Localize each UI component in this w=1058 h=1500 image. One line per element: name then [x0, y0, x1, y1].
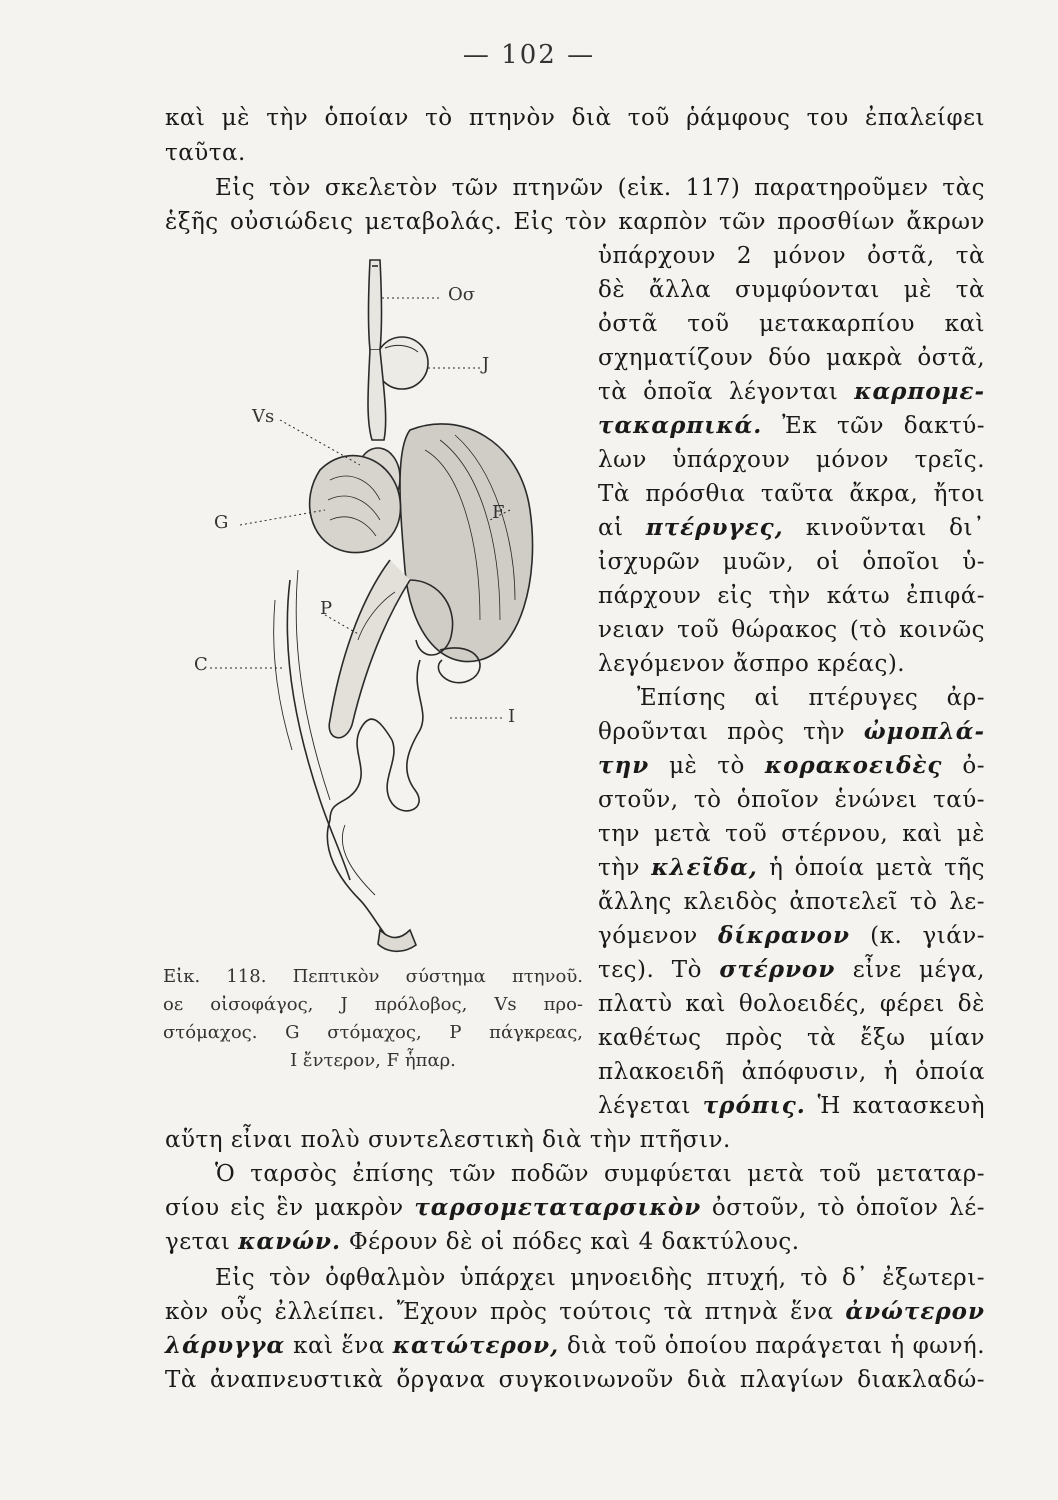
text-segment: (κ. γιάν-: [870, 923, 986, 949]
text-line: [598, 513, 985, 543]
text-line: [598, 717, 985, 747]
term-katoteron: κατώτερον,: [392, 1332, 560, 1359]
page-number: — 102 —: [462, 40, 596, 70]
text-line: ὀστᾶ τοῦ μετακαρπίου καὶ: [598, 311, 985, 337]
text-line: Εἰς τὸν σκελετὸν τῶν πτηνῶν (εἰκ. 117) παρατηροῦμεν τὰς: [215, 175, 985, 201]
text-segment: εἶνε μέγα,: [852, 957, 985, 983]
text-line: [598, 853, 985, 883]
term-pteryges: πτέρυγες,: [645, 514, 784, 541]
intestine-shape: [387, 660, 423, 811]
figure-caption: [163, 963, 583, 1075]
term-korakoeides: κορακοειδὲς: [764, 752, 943, 779]
text-line: καὶ μὲ τὴν ὁποίαν τὸ πτηνὸν διὰ τοῦ ῥάμφους του ἐπαλείφει: [165, 105, 985, 131]
digestive-system-illustration: [180, 240, 580, 960]
term-kanon: κανών.: [238, 1228, 342, 1255]
term-omoplati: ὠμοπλά-: [863, 718, 985, 745]
text-segment: Ἐκ τῶν δακτύ-: [782, 413, 985, 439]
label-c: C: [194, 654, 208, 675]
text-segment: θροῦνται πρὸς τὴν: [598, 719, 846, 745]
text-line: πάρχουν εἰς τὴν κάτω ἐπιφά-: [598, 583, 985, 609]
text-segment: λέγεται: [598, 1093, 691, 1119]
text-segment: Ἡ κατασκευὴ: [817, 1093, 986, 1119]
text-segment: γόμενον: [598, 923, 698, 949]
text-segment: τὰ ὁποῖα λέγονται: [598, 379, 839, 405]
term-karpometakarpika-end: τακαρπικά.: [598, 412, 763, 439]
gizzard-shape: [310, 456, 401, 553]
text-segment: σίου εἰς ἓν μακρὸν: [165, 1195, 404, 1221]
text-line: [165, 1331, 985, 1361]
term-tropis: τρόπις.: [702, 1092, 806, 1119]
caption-line: στόμαχος. G στόμαχος, P πάγκρεας,: [163, 1022, 583, 1043]
text-line: καθέτως πρὸς τὰ ἔξω μίαν: [598, 1025, 985, 1051]
text-line: Ὁ ταρσὸς ἐπίσης τῶν ποδῶν συμφύεται μετὰ τοῦ μεταταρ-: [215, 1161, 985, 1187]
digestive-system-figure: [180, 240, 580, 960]
text-segment: τὴν: [598, 855, 640, 881]
text-line: ἄλλης κλειδὸς ἀποτελεῖ τὸ λε-: [598, 889, 985, 915]
text-line: [598, 411, 985, 441]
label-f: F: [492, 502, 505, 523]
text-line: Ἐπίσης αἱ πτέρυγες ἀρ-: [637, 685, 985, 711]
text-line: ὑπάρχουν 2 μόνον ὀστᾶ, τὰ: [598, 243, 985, 269]
text-line: [598, 921, 985, 951]
text-segment: διὰ τοῦ ὁποίου παράγεται ἡ φωνή.: [567, 1333, 986, 1359]
term-karpometakarpika: καρπομε-: [854, 378, 985, 405]
text-line: Εἰς τὸν ὀφθαλμὸν ὑπάρχει μηνοειδὴς πτυχή, τὸ δ᾽ ἐξωτερι-: [215, 1265, 985, 1291]
text-line: [165, 1227, 985, 1257]
text-segment: γεται: [165, 1229, 231, 1255]
term-kleida: κλεῖδα,: [651, 854, 758, 881]
label-j: J: [482, 354, 490, 375]
text-line: δὲ ἄλλα συμφύονται μὲ τὰ: [598, 277, 985, 303]
term-anoteron: ἀνώτερον: [845, 1298, 985, 1325]
text-line: ἰσχυρῶν μυῶν, οἱ ὁποῖοι ὑ-: [598, 549, 985, 575]
duodenum-shape: [329, 560, 410, 738]
label-vs: Vs: [252, 406, 275, 427]
text-line: νειαν τοῦ θώρακος (τὸ κοινῶς: [598, 617, 985, 643]
term-sternon: στέρνον: [719, 956, 836, 983]
text-line: Τὰ πρόσθια ταῦτα ἄκρα, ἤτοι: [598, 481, 985, 507]
text-line: σχηματίζουν δύο μακρὰ ὀστᾶ,: [598, 345, 985, 371]
text-line: [598, 955, 985, 985]
text-segment: κὸν οὖς ἐλλείπει. Ἔχουν πρὸς τούτοις τὰ πτηνὰ ἕνα: [165, 1299, 834, 1325]
label-i: I: [508, 706, 516, 727]
text-line: [598, 377, 985, 407]
term-omoplati-end: την: [598, 752, 650, 779]
text-line: πλατὺ καὶ θολοειδές, φέρει δὲ: [598, 991, 985, 1017]
text-segment: αἱ: [598, 515, 624, 541]
label-g: G: [214, 512, 229, 533]
text-segment: κινοῦνται δι᾽: [805, 515, 986, 541]
text-line: πλακοειδῆ ἀπόφυσιν, ἡ ὁποία: [598, 1059, 985, 1085]
text-segment: ὀ-: [962, 753, 985, 779]
text-segment: ἡ ὁποία μετὰ τῆς: [769, 855, 985, 881]
caption-line: Εἰκ. 118. Πεπτικὸν σύστημα πτηνοῦ.: [163, 966, 583, 987]
text-line: [165, 1193, 985, 1223]
text-segment: τες). Τὸ: [598, 957, 702, 983]
term-dikranon: δίκρανον: [717, 922, 850, 949]
text-line: λεγόμενον ἄσπρο κρέας).: [598, 651, 906, 677]
text-segment: μὲ τὸ: [669, 753, 745, 779]
text-line: [598, 1091, 985, 1121]
caption-line: οε οἰσοφάγος, J πρόλοβος, Vs προ-: [163, 994, 583, 1015]
term-larygga: λάρυγγα: [165, 1332, 286, 1359]
text-segment: καὶ ἕνα: [293, 1333, 385, 1359]
text-line: την μετὰ τοῦ στέρνου, καὶ μὲ: [598, 821, 985, 847]
text-line: στοῦν, τὸ ὁποῖον ἑνώνει ταύ-: [598, 787, 985, 813]
text-line: ταῦτα.: [165, 140, 246, 166]
liver-shape: [400, 424, 533, 662]
caption-line: I ἔντερον, F ἧπαρ.: [290, 1050, 456, 1071]
text-line: [165, 1297, 985, 1327]
text-line: ἑξῆς οὐσιώδεις μεταβολάς. Εἰς τὸν καρπὸν τῶν προσθίων ἄκρων: [165, 209, 985, 235]
label-oe: Οσ: [448, 284, 476, 305]
text-line: λων ὑπάρχουν μόνον τρεῖς.: [598, 447, 985, 473]
text-line: αὕτη εἶναι πολὺ συντελεστικὴ διὰ τὴν πτῆσιν.: [165, 1127, 731, 1153]
label-p: P: [320, 598, 333, 619]
text-segment: ὀστοῦν, τὸ ὁποῖον λέ-: [711, 1195, 986, 1221]
esophagus-shape: [369, 260, 382, 350]
text-segment: Φέρουν δὲ οἱ πόδες καὶ 4 δακτύλους.: [348, 1229, 800, 1255]
term-tarsometatarsikon: ταρσομεταταρσικὸν: [414, 1194, 702, 1221]
text-line: Τὰ ἀναπνευστικὰ ὄργανα συγκοινωνοῦν διὰ πλαγίων διακλαδώ-: [165, 1367, 985, 1393]
text-line: [598, 751, 985, 781]
